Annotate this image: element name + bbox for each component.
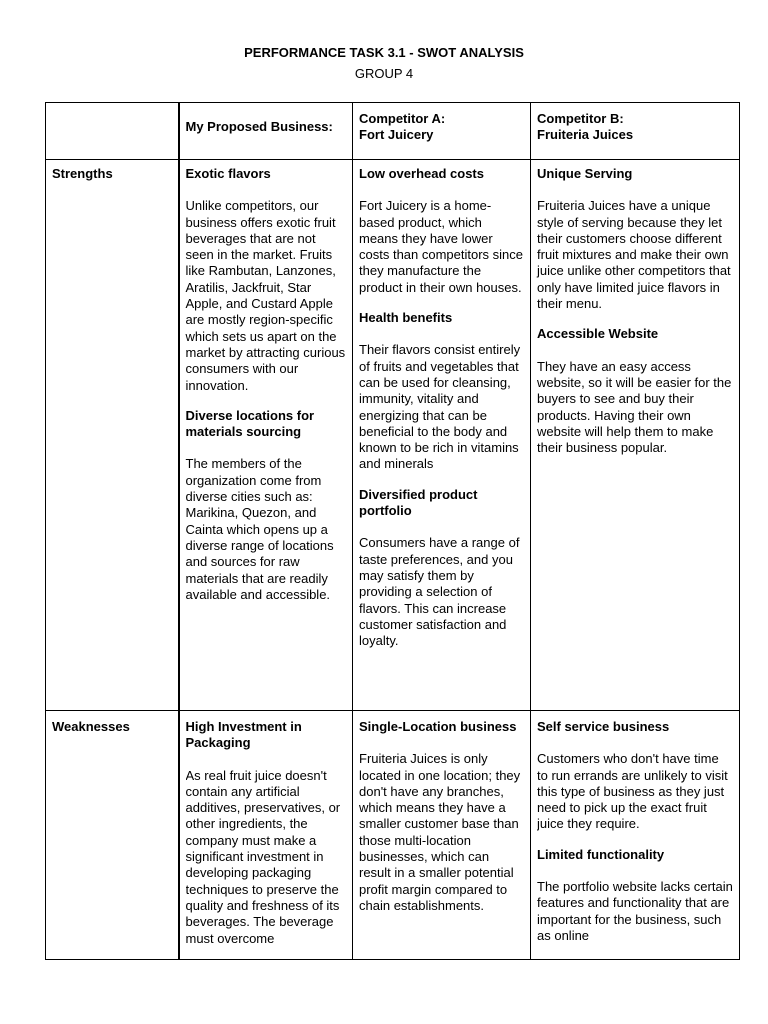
strength-item bbox=[359, 310, 524, 473]
strengths-competitor-b-cell bbox=[531, 160, 740, 711]
strength-item bbox=[186, 408, 347, 603]
item-heading: Limited functionality bbox=[537, 846, 665, 862]
item-heading: Unique Serving bbox=[537, 166, 633, 181]
header-competitor-a bbox=[353, 103, 531, 160]
item-heading: Low overhead costs bbox=[359, 166, 484, 181]
competitor-a-label: Competitor A: bbox=[359, 111, 446, 126]
header-cell-empty bbox=[46, 103, 179, 160]
strength-item bbox=[359, 166, 524, 296]
item-text: Customers who don't have time to run errands are unlikely to visit this type of business as they just need to pick up the exact fruit juice they require. bbox=[537, 751, 728, 832]
item-text: Unlike competitors, our business offers exotic fruit beverages that are not seen in the market. Fruits like Rambutan, Lanzones, Aratilis, Jackfruit, Star Apple, and Custard Apple are mostly region-specific which sets us apart on the market by attracting curious consumers with our innovation. bbox=[185, 198, 346, 393]
item-text: Fruiteria Juices have a unique style of serving because they let their customers choose different fruit mixtures and make their own juice unlike other competitors that only have limited juice flavors in their menu. bbox=[537, 198, 731, 312]
weakness-item bbox=[186, 719, 347, 947]
row-label-weaknesses: Weaknesses bbox=[46, 711, 179, 960]
page-title: PERFORMANCE TASK 3.1 - SWOT ANALYSIS bbox=[244, 45, 524, 60]
item-heading: Self service business bbox=[537, 719, 670, 734]
strengths-competitor-a-cell bbox=[353, 160, 531, 711]
item-text: Fort Juicery is a home-based product, which means they have lower costs than competitors since they manufacture the product in their own houses. bbox=[359, 198, 524, 295]
weakness-item bbox=[537, 719, 733, 833]
item-text: As real fruit juice doesn't contain any artificial additives, preservatives, or other ingredients, the company must make a significant investment in developing packaging techniques to preserve the quality and freshness of its beverages. The beverage must overcome bbox=[185, 767, 341, 946]
weaknesses-competitor-b-cell bbox=[531, 711, 740, 960]
header-competitor-b bbox=[531, 103, 740, 160]
item-text: Consumers have a range of taste preferences, and you may satisfy them by providing a selection of flavors. This can increase customer satisfaction and loyalty. bbox=[359, 535, 520, 649]
competitor-b-label: Competitor B: bbox=[537, 111, 624, 126]
item-text: Their flavors consist entirely of fruits and vegetables that can be used for cleansing, immunity, vitality and energizing that can be beneficial to the body and known to be rich in vitamins and minerals bbox=[359, 342, 521, 472]
item-text: The portfolio website lacks certain features and functionality that are important for the business, such as online bbox=[537, 879, 733, 943]
item-heading: Diversified product portfolio bbox=[359, 486, 478, 519]
table-row-weaknesses bbox=[46, 711, 740, 960]
strength-item bbox=[359, 487, 524, 650]
page-subtitle: GROUP 4 bbox=[354, 66, 414, 81]
table-row-strengths bbox=[46, 160, 740, 711]
item-heading: Exotic flavors bbox=[185, 166, 271, 181]
item-heading: Health benefits bbox=[359, 310, 453, 326]
row-label-strengths: Strengths bbox=[46, 160, 179, 711]
item-heading: Accessible Website bbox=[537, 326, 659, 342]
item-text: They have an easy access website, so it will be easier for the buyers to see and buy their products. Having their own website will help them to make their business popular. bbox=[537, 358, 732, 456]
item-heading: High Investment in Packaging bbox=[185, 719, 302, 751]
strengths-proposed-cell bbox=[179, 160, 353, 711]
header-proposed-business: My Proposed Business: bbox=[179, 103, 353, 160]
competitor-a-name: Fort Juicery bbox=[359, 127, 434, 143]
item-heading: Single-Location business bbox=[359, 719, 517, 734]
item-text: Fruiteria Juices is only located in one location; they don't have any branches, which means they have a smaller customer base than those multi-location businesses, which can result in a smaller potential profit margin compared to chain establishments. bbox=[359, 751, 521, 913]
table-header-row bbox=[46, 103, 740, 160]
competitor-b-name: Fruiteria Juices bbox=[537, 127, 634, 143]
item-heading: Diverse locations for materials sourcing bbox=[185, 407, 315, 440]
weakness-item bbox=[537, 847, 733, 944]
weaknesses-competitor-a-cell bbox=[353, 711, 531, 960]
item-text: The members of the organization come from diverse cities such as: Marikina, Quezon, and Cainta which opens up a diverse range of locations and sources for raw materials that are readily available and accessible. bbox=[185, 456, 334, 602]
weaknesses-proposed-cell bbox=[179, 711, 353, 960]
strength-item bbox=[186, 166, 347, 394]
weakness-item bbox=[359, 719, 524, 914]
strength-item bbox=[537, 166, 733, 312]
strength-item bbox=[537, 326, 733, 456]
swot-table bbox=[45, 102, 740, 960]
